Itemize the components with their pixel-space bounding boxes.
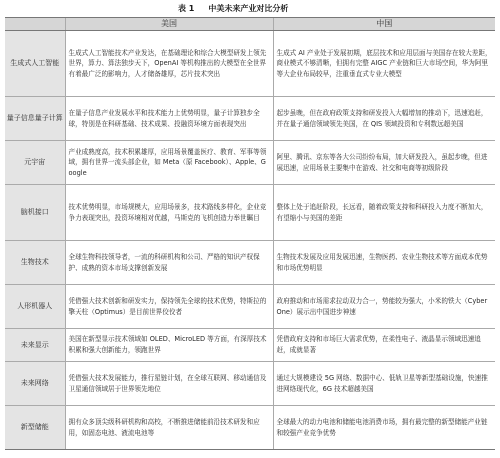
table-header-row (5, 18, 495, 31)
row-us-text: 在量子信息产业发展水平和技术能力上优势明显，量子计算独步全球，特别是在科研基础、技术成果、投融资环境方面表现突出 (65, 97, 273, 141)
row-us-text: 美国在新型显示技术领域如 OLED、MicroLED 等方面，有深厚技术积累和强大创新能力，领跑世界 (65, 329, 273, 362)
row-cn-text: 生物技术发展及应用发展迅速，生物医药、农业生物技术等方面成本优势和市场优势明显 (273, 241, 495, 285)
table-row (5, 406, 495, 450)
row-us-text: 全球生物科技领导者，一流的科研机构和公司、严格的知识产权保护、成熟的资本市场支撑创新发展 (65, 241, 273, 285)
row-category: 未来显示 (5, 329, 65, 362)
table-number: 表 1 (178, 4, 195, 13)
row-category: 人形机器人 (5, 285, 65, 329)
row-category: 生物技术 (5, 241, 65, 285)
row-category: 脑机接口 (5, 185, 65, 241)
header-us: 美国 (65, 18, 273, 31)
table-title: 中美未来产业对比分析 (208, 4, 289, 13)
comparison-table (5, 17, 495, 450)
header-cn: 中国 (273, 18, 495, 31)
table-caption (0, 0, 500, 17)
table-row (5, 185, 495, 241)
row-cn-text: 阿里、腾讯、京东等各大公司纷纷布局，加大研发投入，虽起步晚，但进展迅速，应用场景主要集中在游戏、社交和电商等初级阶段 (273, 141, 495, 185)
row-us-text: 技术优势明显，市场规模大，应用场景多，技术路线多样化，企业竞争力表现突出，投资环境相对优越，马斯克的飞机创造力举世瞩目 (65, 185, 273, 241)
table-row (5, 31, 495, 97)
row-cn-text: 政府推动和市场需求拉动双力合一，势能较为强大，小米的铁大（CyberOne）展示出中国进步神速 (273, 285, 495, 329)
table-row (5, 241, 495, 285)
row-category: 量子信息量子计算 (5, 97, 65, 141)
row-cn-text: 通过大规模建设 5G 网络、数据中心、低轨卫星等新型基础设施，快速推进网络现代化，6G 技术超越美国 (273, 362, 495, 406)
table-row (5, 285, 495, 329)
table-row (5, 329, 495, 362)
row-cn-text: 整体上处于追赶阶段，长远看，随着政策支持和科研投入力度不断加大，有望缩小与美国的差距 (273, 185, 495, 241)
row-us-text: 凭借强大技术发展能力，推行星链计划，在全球互联网、移动通信及卫星通信领域居于世界领先地位 (65, 362, 273, 406)
table-row (5, 362, 495, 406)
row-cn-text: 凭借政府支持和市场巨大需求优势，在柔性电子、液晶显示领域迅速追赶，成就显著 (273, 329, 495, 362)
row-cn-text: 起步虽晚，但在政府政策支持和研发投入大幅增加的推动下，迅速追赶，并在量子通信领域领先美国，在 QIS 领域投资和专利数远超美国 (273, 97, 495, 141)
row-category: 生成式人工智能 (5, 31, 65, 97)
table-row (5, 97, 495, 141)
row-us-text: 生成式人工智能技术产业发达，在基础理论和综合大模型研发上领先世界，算力、算法独步天下，OpenAI 等机构推出的大模型在全世界有着最广泛的影响力，人才储备雄厚，芯片技术突出 (65, 31, 273, 97)
row-cn-text: 全球最大的动力电池和储能电池消费市场，拥有最完整的新型储能产业链和较强产业竞争优势 (273, 406, 495, 450)
row-us-text: 凭借强大技术创新和研发实力，保持领先全球的技术优势，特斯拉的擎天柱（Optimus）是目前世界佼佼者 (65, 285, 273, 329)
row-us-text: 产业成熟度高，技术积累雄厚，应用场景覆盖医疗、教育、军事等领域，拥有世界一流头部企业，如 Meta（原 Facebook）、Apple、Google (65, 141, 273, 185)
row-us-text: 拥有众多顶尖级科研机构和高校，不断推进储能前沿技术研发和应用，如固态电池、液流电池等 (65, 406, 273, 450)
row-category: 新型储能 (5, 406, 65, 450)
header-category (5, 18, 65, 31)
row-category: 未来网络 (5, 362, 65, 406)
row-category: 元宇宙 (5, 141, 65, 185)
table-row (5, 141, 495, 185)
row-cn-text: 生成式 AI 产业处于发展初期，底层技术和应用层面与美国存在较大差距，商业模式不够清晰，但拥有完整 AIGC 产业链和巨大市场空间，华为阿里等大企业布局较早，注重垂直式专业大模型 (273, 31, 495, 97)
